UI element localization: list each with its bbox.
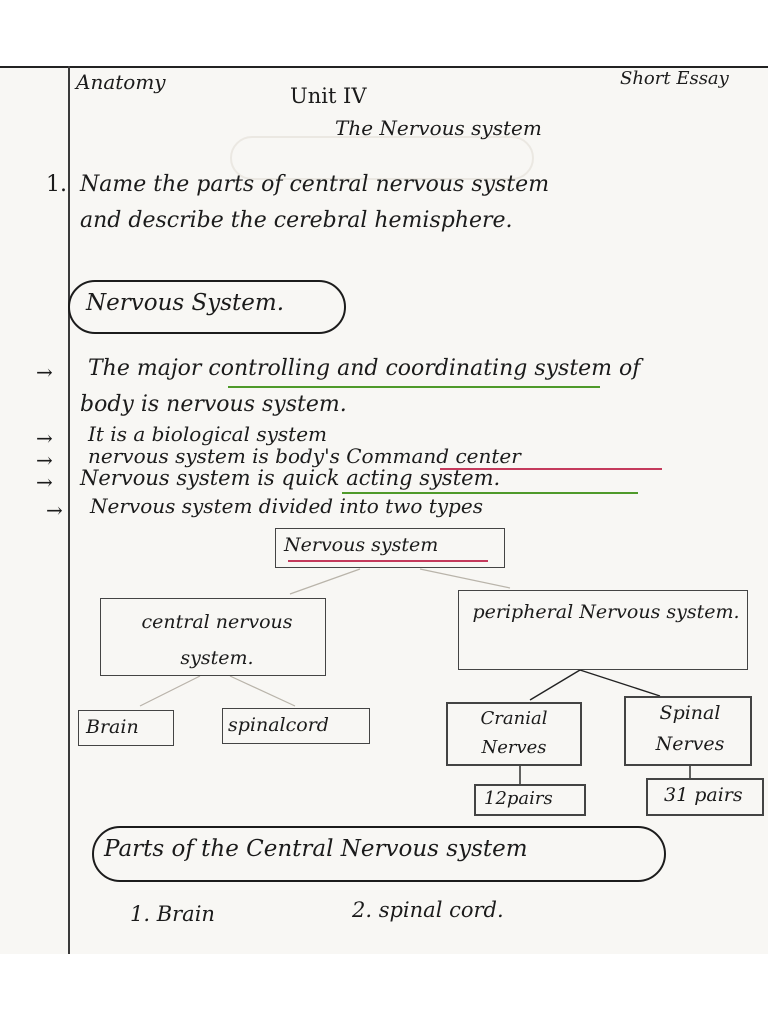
diagram-connectors xyxy=(0,66,768,954)
point-3: nervous system is body's Command center xyxy=(88,444,521,468)
point-1-continued: body is nervous system. xyxy=(80,392,347,417)
diagram-spinal-cord-label: spinalcord xyxy=(228,714,329,736)
point-5: Nervous system divided into two types xyxy=(90,494,483,518)
diagram-cns-label: central nervous system. xyxy=(141,611,293,669)
point-4: Nervous system is quick acting system. xyxy=(80,466,501,490)
point-2: It is a biological system xyxy=(88,422,328,446)
arrow-icon: → xyxy=(36,426,53,450)
list-item-spinal-cord: 2. spinal cord. xyxy=(352,898,504,922)
unit-label: Unit IV xyxy=(290,84,367,108)
diagram-cranial-label: Cranial Nerves xyxy=(480,708,548,758)
point-1: The major controlling and coordinating system of xyxy=(88,356,641,381)
arrow-icon: → xyxy=(36,360,53,384)
list-item-brain: 1. Brain xyxy=(130,902,215,926)
diagram-pns-label: peripheral Nervous system. xyxy=(472,601,740,623)
subject-label: Anatomy xyxy=(76,70,166,94)
arrow-icon: → xyxy=(36,470,53,494)
diagram-brain-label: Brain xyxy=(86,716,139,738)
section-heading-nervous-system: Nervous System. xyxy=(86,290,285,316)
diagram-spinal-pairs-label: 31 pairs xyxy=(664,784,743,806)
red-underline xyxy=(288,560,488,562)
arrow-icon: → xyxy=(46,498,63,522)
section-heading-parts-cns: Parts of the Central Nervous system xyxy=(104,836,528,862)
question-line-1: Name the parts of central nervous system xyxy=(80,172,550,197)
diagram-cranial-pairs-label: 12pairs xyxy=(484,788,553,809)
page-title: The Nervous system xyxy=(335,116,542,140)
question-number: 1. xyxy=(46,172,67,197)
notebook-page xyxy=(0,66,768,954)
short-essay-label: Short Essay xyxy=(620,68,729,89)
question-line-2: and describe the cerebral hemisphere. xyxy=(80,208,513,233)
diagram-spinal-nerves-label: Spinal Nerves xyxy=(655,702,725,755)
diagram-root-label: Nervous system xyxy=(284,534,439,556)
arrow-icon: → xyxy=(36,448,53,472)
